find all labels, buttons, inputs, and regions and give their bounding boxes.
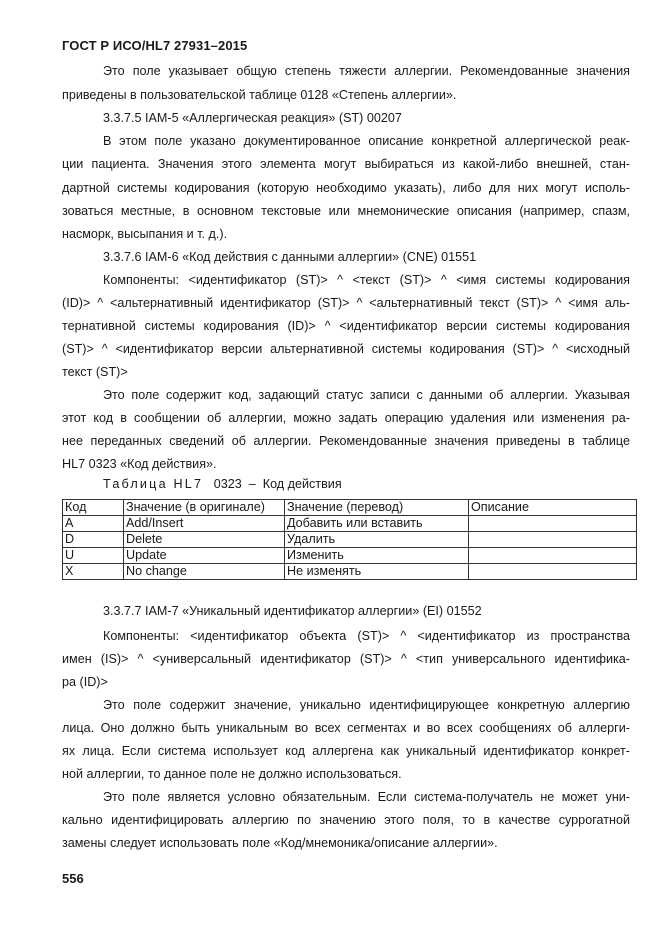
paragraph-line: этот код в сообщении об аллергии, можно задать операцию удаления или изменения ра- xyxy=(62,411,630,425)
paragraph-line: ции пациента. Значения этого элемента могут выбираться из какой-либо внешней, стан- xyxy=(62,157,630,171)
cell-translated-value: Не изменять xyxy=(285,564,469,580)
cell-description xyxy=(469,564,637,580)
paragraph-line: ра (ID)> xyxy=(62,675,108,689)
table-caption xyxy=(103,476,342,492)
cell-original-value: Delete xyxy=(124,532,285,548)
cell-code: U xyxy=(63,548,124,564)
cell-code: A xyxy=(63,516,124,532)
paragraph-line: Компоненты: <идентификатор (ST)> ^ <текст (ST)> ^ <имя системы кодирования xyxy=(103,273,630,287)
paragraph-line: насморк, высыпания и т. д.). xyxy=(62,227,228,241)
paragraph-line: Это поле содержит код, задающий статус записи с данными об аллергии. Указывая xyxy=(103,388,630,402)
paragraph-line: (ID)> ^ <альтернативный идентификатор (ST)> ^ <альтернативный текст (ST)> ^ <имя аль- xyxy=(62,296,630,310)
cell-translated-value: Удалить xyxy=(285,532,469,548)
paragraph-line: нее переданных сведений об аллергии. Рекомендованные значения приведены в таблице xyxy=(62,434,630,448)
paragraph-line: ной аллергии, то данное поле не должно использоваться. xyxy=(62,767,402,781)
table-caption-dash: – xyxy=(248,477,256,491)
table-row xyxy=(63,532,637,548)
table-row xyxy=(63,516,637,532)
column-header-description: Описание xyxy=(469,500,637,516)
cell-description xyxy=(469,548,637,564)
section-heading: 3.3.7.6 IAM-6 «Код действия с данными аллергии» (CNE) 01551 xyxy=(103,250,477,264)
paragraph-line: имен (IS)> ^ <универсальный идентификатор (ST)> ^ <тип универсального идентифика- xyxy=(62,652,630,666)
column-header-original-value: Значение (в оригинале) xyxy=(124,500,285,516)
paragraph-line: Это поле содержит значение, уникально идентифицирующее конкретную аллергию xyxy=(103,698,630,712)
paragraph-line: (ST)> ^ <идентификатор версии альтернативной системы кодирования (ST)> ^ <исходный xyxy=(62,342,630,356)
paragraph-line: кально идентифицировать аллергию по значению этого поля, то в качестве суррогатной xyxy=(62,813,630,827)
cell-translated-value: Изменить xyxy=(285,548,469,564)
paragraph-line: текст (ST)> xyxy=(62,365,128,379)
paragraph-line: зоваться местные, в основном текстовые или мнемонические описания (например, спазм, xyxy=(62,204,630,218)
table-row xyxy=(63,548,637,564)
paragraph-line: тернативной системы кодирования (ID)> ^ <идентификатор версии системы кодирования xyxy=(62,319,630,333)
page-number: 556 xyxy=(62,871,84,886)
cell-code: D xyxy=(63,532,124,548)
table-caption-prefix: Таблица HL7 xyxy=(103,477,204,491)
table-caption-number: 0323 xyxy=(213,477,242,491)
cell-translated-value: Добавить или вставить xyxy=(285,516,469,532)
cell-description xyxy=(469,532,637,548)
cell-code: X xyxy=(63,564,124,580)
table-row xyxy=(63,564,637,580)
table-caption-title: Код действия xyxy=(262,477,342,491)
paragraph-line: Компоненты: <идентификатор объекта (ST)> ^ <идентификатор из пространства xyxy=(103,629,630,643)
paragraph-line: HL7 0323 «Код действия». xyxy=(62,457,217,471)
column-header-code: Код xyxy=(63,500,124,516)
cell-original-value: No change xyxy=(124,564,285,580)
column-header-translated-value: Значение (перевод) xyxy=(285,500,469,516)
section-heading: 3.3.7.5 IAM-5 «Аллергическая реакция» (ST) 00207 xyxy=(103,111,402,125)
standard-header: ГОСТ Р ИСО/HL7 27931–2015 xyxy=(62,38,248,53)
paragraph-line: лица. Оно должно быть уникальным во всех сегментах и во всех сообщениях об аллерги- xyxy=(62,721,630,735)
paragraph-line: Это поле указывает общую степень тяжести аллергии. Рекомендованные значения xyxy=(103,64,630,78)
table-header-row xyxy=(63,500,637,516)
cell-original-value: Update xyxy=(124,548,285,564)
paragraph-line: В этом поле указано документированное описание конкретной аллергической реак- xyxy=(103,134,630,148)
cell-original-value: Add/Insert xyxy=(124,516,285,532)
cell-description xyxy=(469,516,637,532)
paragraph-line: ях лица. Если система использует код аллергена как уникальный идентификатор конкрет- xyxy=(62,744,630,758)
section-heading: 3.3.7.7 IAM-7 «Уникальный идентификатор аллергии» (EI) 01552 xyxy=(103,604,482,618)
paragraph-line: Это поле является условно обязательным. Если система-получатель не может уни- xyxy=(103,790,630,804)
action-code-table xyxy=(62,499,637,580)
paragraph-line: приведены в пользовательской таблице 0128 «Степень аллергии». xyxy=(62,88,457,102)
paragraph-line: дартной системы кодирования (которую необходимо указать), либо для них могут исполь- xyxy=(62,181,630,195)
paragraph-line: замены следует использовать поле «Код/мнемоника/описание аллергии». xyxy=(62,836,498,850)
